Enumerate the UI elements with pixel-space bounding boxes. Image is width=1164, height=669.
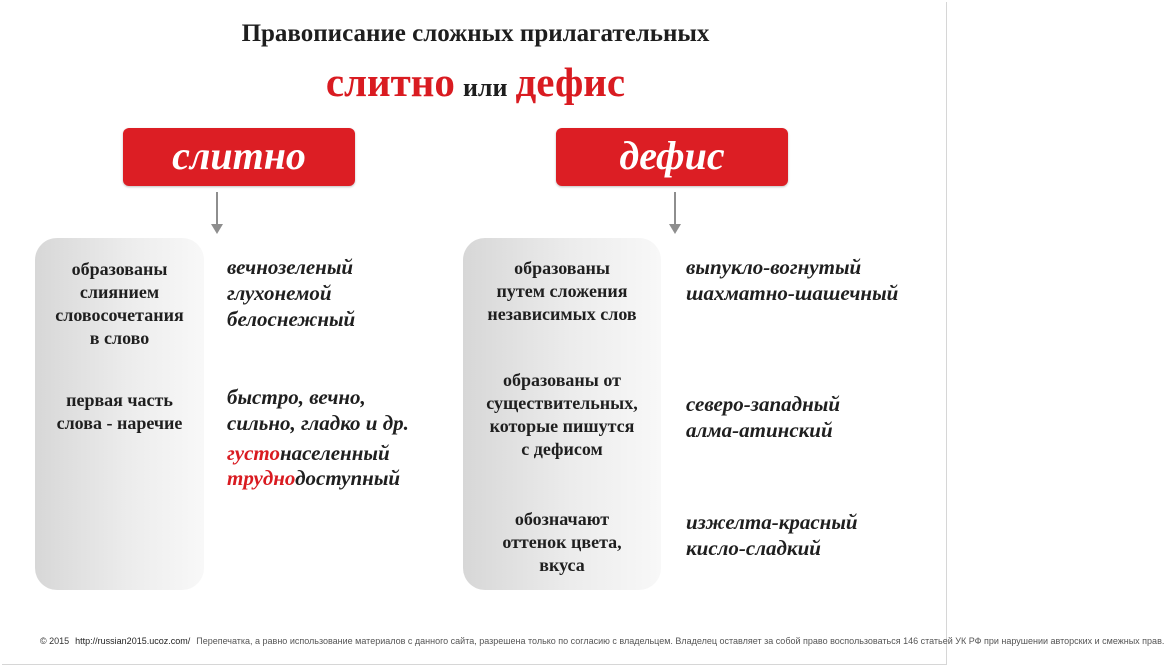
footer-copyright: © 2015	[40, 636, 70, 646]
subtitle-merged: слитно	[325, 59, 455, 105]
subtitle-or: или	[462, 73, 508, 102]
hyphen-arrow-icon	[674, 192, 676, 226]
example-3-rest: населенный	[279, 441, 390, 465]
hyphen-examples-3: изжелта-красный кисло-сладкий	[686, 510, 858, 560]
footer	[40, 636, 1164, 646]
footer-note: Перепечатка, а равно использование материалов с данного сайта, разрешена только по согласию с владельцем. Владелец оставляет за собой право воспользоваться 146 статьей УК РФ при нарушении авторских и смежных прав.	[196, 636, 1164, 646]
merged-examples-2: быстро, вечно, сильно, гладко и др.	[227, 385, 409, 435]
page-subtitle	[0, 58, 951, 106]
hyphen-rule-2: образованы от существительных, которые пишутся с дефисом	[486, 370, 638, 459]
hyphen-examples-1: выпукло-вогнутый шахматно-шашечный	[686, 255, 899, 305]
merged-rule-2: первая часть слова - наречие	[56, 390, 183, 433]
hyphen-examples-2: северо-западный алма-атинский	[686, 392, 841, 442]
merged-arrow-icon	[216, 192, 218, 226]
example-3-prefix: густо	[227, 441, 280, 465]
merged-example-4	[227, 465, 400, 491]
hyphen-rule-3: обозначают оттенок цвета, вкуса	[502, 509, 622, 575]
subtitle-hyphen: дефис	[515, 59, 626, 105]
hyphen-header: дефис	[556, 128, 788, 186]
example-4-rest: доступный	[295, 466, 401, 490]
merged-example-3	[227, 440, 390, 466]
hyphen-rule-1: образованы путем сложения независимых слов	[487, 258, 637, 324]
merged-rule-1: образованы слиянием словосочетания в слово	[55, 259, 184, 348]
merged-header: слитно	[123, 128, 355, 186]
page-title: Правописание сложных прилагательных	[241, 20, 710, 47]
footer-url-link[interactable]: http://russian2015.ucoz.com/	[75, 636, 191, 646]
example-4-prefix: трудно	[227, 466, 296, 490]
merged-examples-1: вечнозеленый глухонемой белоснежный	[227, 255, 356, 331]
